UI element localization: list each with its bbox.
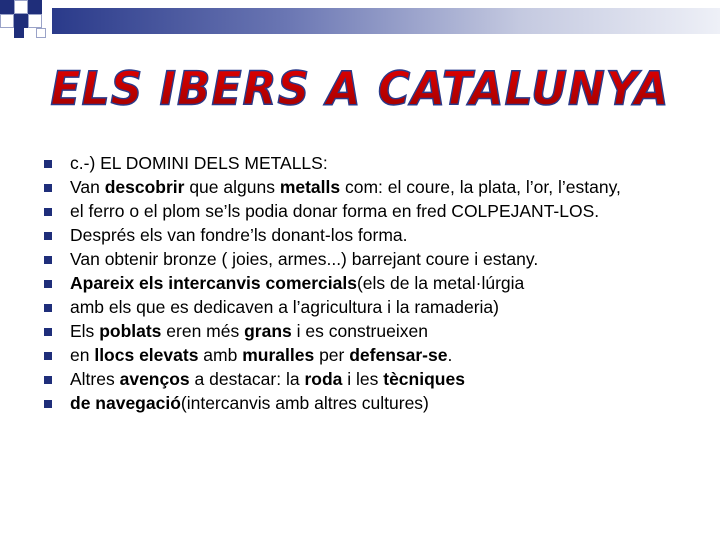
corner-decoration: [0, 0, 60, 40]
bold-text: metalls: [279, 177, 341, 197]
header-gradient-bar: [52, 8, 720, 34]
square-bullet-icon: [44, 352, 52, 360]
deco-square: [0, 14, 14, 28]
bold-text: roda: [304, 369, 343, 389]
square-bullet-icon: [44, 208, 52, 216]
deco-square: [14, 0, 28, 14]
bullet-item: [44, 226, 704, 244]
title-wordart: [50, 56, 670, 116]
text: c.-) EL DOMINI DELS METALLS:: [70, 153, 328, 173]
square-bullet-icon: [44, 328, 52, 336]
bold-text: poblats: [99, 321, 162, 341]
square-bullet-icon: [44, 232, 52, 240]
bold-text: defensar-se: [349, 345, 448, 365]
text: Van: [70, 177, 105, 197]
bold-text: muralles: [242, 345, 315, 365]
bold-text: descobrir: [104, 177, 185, 197]
bold-text: Apareix els intercanvis comercials: [70, 273, 357, 293]
text: per: [314, 345, 350, 365]
square-bullet-icon: [44, 376, 52, 384]
title-text: ELS IBERS A CATALUNYA: [50, 61, 670, 116]
bullet-list: [44, 154, 704, 418]
square-bullet-icon: [44, 256, 52, 264]
bullet-item: [44, 274, 704, 292]
text: com: el coure, la plata, l’or, l’estany,: [340, 177, 621, 197]
square-bullet-icon: [44, 160, 52, 168]
text: Altres: [70, 369, 120, 389]
text: en: [70, 345, 95, 365]
text: .: [447, 345, 453, 365]
bold-text: de navegació: [70, 393, 181, 413]
text: amb: [198, 345, 243, 365]
bullet-item: [44, 202, 704, 220]
text: amb els que es dedicaven a l’agricultura i la ramaderia): [70, 297, 499, 317]
square-bullet-icon: [44, 400, 52, 408]
bullet-item: [44, 298, 704, 316]
text: (intercanvis amb altres cultures): [180, 393, 429, 413]
bullet-item: [44, 154, 704, 172]
text: Els: [70, 321, 100, 341]
square-bullet-icon: [44, 304, 52, 312]
text: el ferro o el plom se’ls podia donar forma en fred COLPEJANT-LOS.: [70, 201, 600, 221]
deco-square: [0, 0, 14, 14]
text: Van obtenir bronze ( joies, armes...) barrejant coure i estany.: [70, 249, 539, 269]
square-bullet-icon: [44, 280, 52, 288]
deco-square: [14, 14, 28, 28]
bullet-item: [44, 346, 704, 364]
bullet-item: [44, 250, 704, 268]
text: i es construeixen: [291, 321, 428, 341]
bullet-item: [44, 370, 704, 388]
text: Després els van fondre’ls donant-los forma.: [70, 225, 408, 245]
text: eren més: [161, 321, 245, 341]
deco-square: [36, 28, 46, 38]
bullet-item: [44, 322, 704, 340]
bold-text: llocs elevats: [94, 345, 199, 365]
text: que alguns: [184, 177, 280, 197]
deco-square: [28, 14, 42, 28]
square-bullet-icon: [44, 184, 52, 192]
text: i les: [342, 369, 384, 389]
deco-square: [14, 28, 24, 38]
text: a destacar: la: [189, 369, 305, 389]
bold-text: grans: [244, 321, 292, 341]
bold-text: tècniques: [383, 369, 465, 389]
bullet-item: [44, 394, 704, 412]
text: (els de la metal·lúrgia: [356, 273, 525, 293]
deco-square: [28, 0, 42, 14]
bullet-item: [44, 178, 704, 196]
bold-text: avenços: [119, 369, 190, 389]
slide-title: [0, 56, 720, 116]
